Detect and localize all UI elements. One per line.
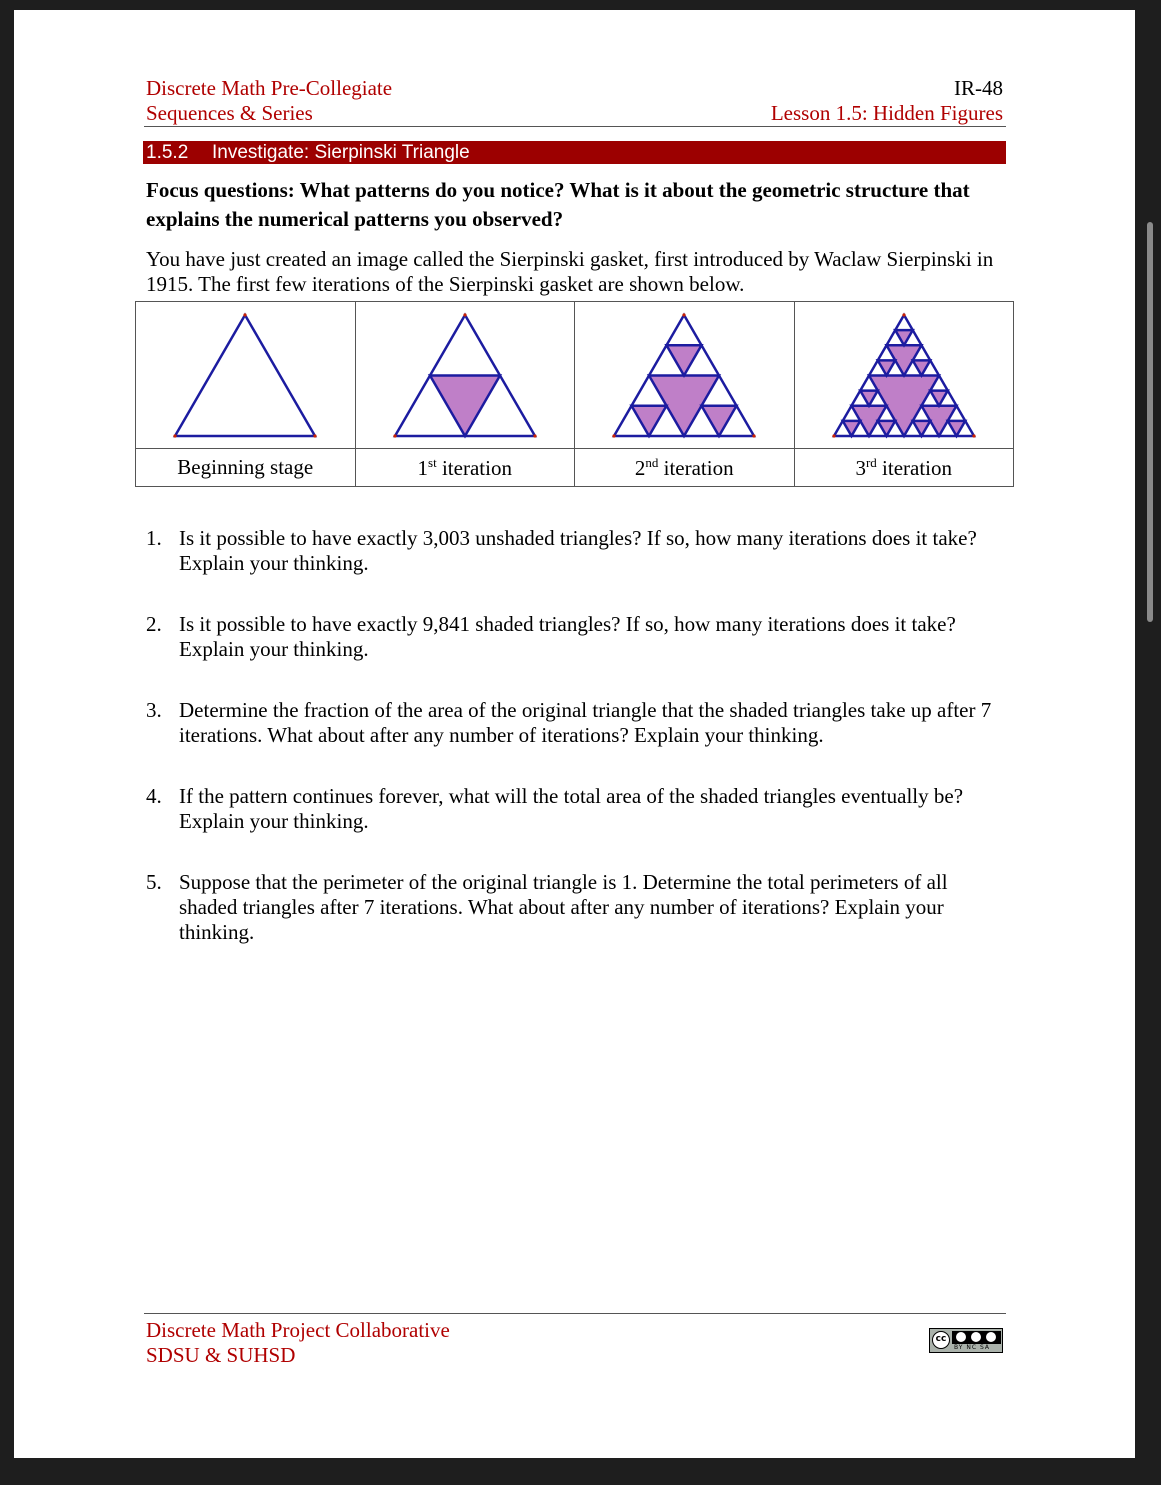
- footer-divider: [144, 1313, 1006, 1314]
- focus-questions: Focus questions: What patterns do you notice? What is it about the geometric structure that explains the numerical patterns you observed?: [146, 178, 970, 231]
- vertex-dot: [902, 313, 905, 316]
- figure-cell: [136, 302, 356, 449]
- unit-title: Sequences & Series: [146, 101, 313, 125]
- intro-paragraph: You have just created an image called the Sierpinski gasket, first introduced by Waclaw Sierpinski in 1915. The first few iterations of the Sierpinski gasket are shown below.: [146, 247, 994, 296]
- vertex-dot: [463, 313, 466, 316]
- creative-commons-license-badge[interactable]: [929, 1328, 1003, 1353]
- shaded-triangle: [632, 406, 667, 436]
- shaded-triangle: [860, 391, 878, 406]
- question-text: Is it possible to have exactly 9,841 shaded triangles? If so, how many iterations does it take? Explain your thinking.: [179, 612, 956, 661]
- figure-cell: [355, 302, 575, 449]
- shaded-triangle: [702, 406, 737, 436]
- caption-beginning: [136, 449, 356, 487]
- shaded-triangle: [877, 360, 895, 375]
- shaded-triangle: [947, 421, 965, 436]
- vertex-dot: [682, 313, 685, 316]
- question-list: [146, 526, 1006, 981]
- caption-text: iteration: [658, 455, 734, 480]
- shaded-triangle: [930, 391, 948, 406]
- shaded-triangle: [912, 421, 930, 436]
- scrollbar-thumb[interactable]: [1147, 222, 1153, 622]
- vertex-dot: [173, 434, 176, 437]
- vertex-dot: [612, 434, 615, 437]
- vertex-dot: [972, 434, 975, 437]
- sierpinski-stage-3: [795, 302, 1013, 448]
- lesson-title: Lesson 1.5: Hidden Figures: [770, 101, 1003, 125]
- sierpinski-stage-2: [575, 302, 793, 448]
- shaded-triangle: [895, 330, 913, 345]
- sierpinski-figure-table: [135, 301, 1014, 487]
- sa-icon: [985, 1331, 997, 1343]
- figure-cell: [575, 302, 795, 449]
- question-number: 1.: [146, 526, 162, 550]
- shaded-triangle: [912, 360, 930, 375]
- nc-icon: [970, 1331, 982, 1343]
- page-code: IR-48: [954, 76, 1003, 100]
- question-text: Suppose that the perimeter of the original triangle is 1. Determine the total perimeters of all shaded triangles after 7 iterations. What about after any number of iterations? Explain your thinking.: [179, 870, 948, 944]
- header-divider: [144, 126, 1006, 127]
- footer-org: Discrete Math Project Collaborative: [146, 1318, 450, 1342]
- shaded-triangle: [877, 421, 895, 436]
- question-number: 3.: [146, 698, 162, 722]
- course-title: Discrete Math Pre-Collegiate: [146, 76, 393, 100]
- by-icon: [955, 1331, 967, 1343]
- caption-num: 2: [634, 455, 646, 480]
- question-text: Determine the fraction of the area of the original triangle that the shaded triangles take up after 7 iterations. What about after any number of iterations? Explain your thinking.: [179, 698, 992, 747]
- question-item: [146, 526, 1006, 576]
- question-number: 2.: [146, 612, 162, 636]
- outer-triangle: [175, 315, 315, 436]
- figure-cell: [794, 302, 1014, 449]
- section-number: 1.5.2: [146, 142, 189, 163]
- vertex-dot: [832, 434, 835, 437]
- section-title: Investigate: Sierpinski Triangle: [212, 142, 470, 163]
- header-left: [146, 76, 392, 126]
- question-item: [146, 870, 1006, 945]
- question-number: 4.: [146, 784, 162, 808]
- caption-iteration-2: [575, 449, 795, 487]
- question-item: [146, 698, 1006, 748]
- caption-sup: st: [428, 454, 437, 470]
- vertex-dot: [243, 313, 246, 316]
- license-labels: BY NC SA: [954, 1344, 990, 1351]
- question-number: 5.: [146, 870, 162, 894]
- shaded-triangle: [430, 376, 500, 437]
- question-item: [146, 784, 1006, 834]
- sierpinski-stage-1: [356, 302, 574, 448]
- sierpinski-stage-0: [136, 302, 354, 448]
- vertex-dot: [752, 434, 755, 437]
- caption-sup: rd: [865, 454, 877, 470]
- shaded-triangle: [842, 421, 860, 436]
- question-text: If the pattern continues forever, what will the total area of the shaded triangles eventually be? Explain your thinking.: [179, 784, 964, 833]
- caption-num: 3: [855, 455, 866, 480]
- question-item: [146, 612, 1006, 662]
- question-text: Is it possible to have exactly 3,003 unshaded triangles? If so, how many iterations does it take? Explain your thinking.: [179, 526, 977, 575]
- caption-text: Beginning stage: [177, 455, 314, 479]
- caption-iteration-3: [794, 449, 1014, 487]
- section-heading: [143, 141, 1006, 164]
- header-right: [771, 76, 1003, 126]
- caption-num: 1: [417, 455, 429, 480]
- document-page: [14, 10, 1135, 1458]
- caption-iteration-1: [355, 449, 575, 487]
- shaded-triangle: [667, 345, 702, 375]
- caption-text: iteration: [876, 455, 953, 480]
- cc-icon: cc: [932, 1331, 950, 1349]
- vertex-dot: [313, 434, 316, 437]
- caption-sup: nd: [645, 454, 659, 470]
- footer-left: [146, 1318, 450, 1368]
- footer-schools: SDSU & SUHSD: [146, 1343, 296, 1367]
- vertex-dot: [393, 434, 396, 437]
- vertex-dot: [533, 434, 536, 437]
- caption-text: iteration: [436, 455, 512, 480]
